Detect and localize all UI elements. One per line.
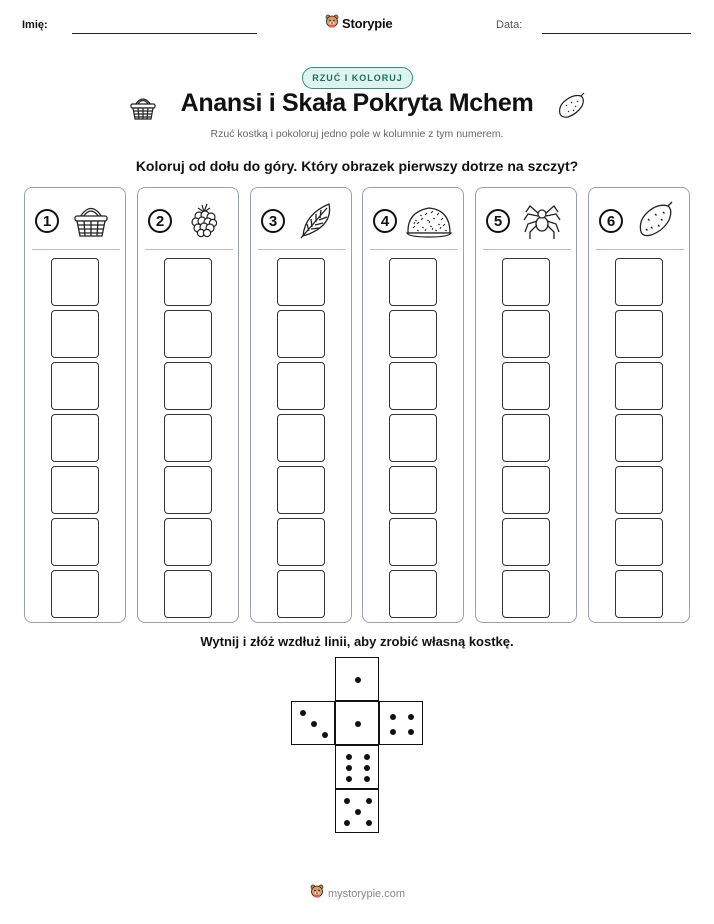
coloring-instruction: Koloruj od dołu do góry. Który obrazek pierwszy dotrze na szczyt? bbox=[135, 158, 579, 174]
color-cell[interactable] bbox=[502, 466, 550, 514]
sweet-potato-icon bbox=[556, 92, 586, 125]
column-header bbox=[486, 200, 570, 240]
column-header bbox=[373, 200, 457, 240]
color-cell[interactable] bbox=[615, 414, 663, 462]
color-cell[interactable] bbox=[164, 414, 212, 462]
color-cell[interactable] bbox=[277, 570, 325, 618]
dice-pip bbox=[364, 776, 370, 782]
bear-mascot-icon bbox=[310, 884, 324, 903]
dice-pip bbox=[364, 754, 370, 760]
dice-pip bbox=[355, 677, 361, 683]
column-6 bbox=[588, 187, 690, 623]
color-cell[interactable] bbox=[389, 414, 437, 462]
column-header bbox=[35, 200, 119, 240]
color-cell[interactable] bbox=[51, 310, 99, 358]
brand-logo bbox=[325, 14, 392, 33]
color-cell[interactable] bbox=[51, 414, 99, 462]
color-cell[interactable] bbox=[164, 466, 212, 514]
dice-pip bbox=[390, 729, 396, 735]
color-cell[interactable] bbox=[615, 258, 663, 306]
color-cell[interactable] bbox=[389, 518, 437, 566]
color-cell[interactable] bbox=[51, 466, 99, 514]
raspberry-icon bbox=[184, 200, 224, 245]
bear-mascot-icon bbox=[325, 14, 339, 33]
column-header bbox=[599, 200, 683, 240]
color-cell[interactable] bbox=[164, 518, 212, 566]
spider-icon bbox=[522, 200, 562, 245]
color-cell[interactable] bbox=[389, 570, 437, 618]
color-cell[interactable] bbox=[502, 362, 550, 410]
color-cell[interactable] bbox=[615, 466, 663, 514]
dice-pip bbox=[364, 765, 370, 771]
dice-pip bbox=[355, 721, 361, 727]
footer-url[interactable]: mystorypie.com bbox=[328, 887, 406, 900]
color-cell[interactable] bbox=[389, 258, 437, 306]
column-divider bbox=[596, 249, 684, 250]
dice-pip bbox=[355, 809, 361, 815]
column-divider bbox=[483, 249, 571, 250]
color-cell[interactable] bbox=[615, 362, 663, 410]
color-cell[interactable] bbox=[502, 518, 550, 566]
dice-pip bbox=[366, 820, 372, 826]
color-cell[interactable] bbox=[51, 258, 99, 306]
dice-pip bbox=[390, 714, 396, 720]
dice-face-6 bbox=[335, 745, 379, 789]
dice-face-1 bbox=[335, 701, 379, 745]
color-cell[interactable] bbox=[164, 570, 212, 618]
color-cell[interactable] bbox=[51, 362, 99, 410]
color-cell[interactable] bbox=[389, 466, 437, 514]
dice-face-1 bbox=[335, 657, 379, 701]
name-label: Imię: bbox=[22, 19, 48, 31]
color-cell[interactable] bbox=[277, 414, 325, 462]
color-cell[interactable] bbox=[277, 310, 325, 358]
dice-pip bbox=[366, 798, 372, 804]
column-header bbox=[261, 200, 345, 240]
column-4 bbox=[362, 187, 464, 623]
dice-face-5 bbox=[335, 789, 379, 833]
column-1 bbox=[24, 187, 126, 623]
color-cell[interactable] bbox=[502, 570, 550, 618]
color-cell[interactable] bbox=[277, 362, 325, 410]
dice-pip bbox=[344, 820, 350, 826]
dice-face-3 bbox=[291, 701, 335, 745]
column-number: 4 bbox=[373, 209, 397, 233]
color-cell[interactable] bbox=[164, 258, 212, 306]
color-cell[interactable] bbox=[615, 310, 663, 358]
dice-face-4 bbox=[379, 701, 423, 745]
color-cell[interactable] bbox=[615, 570, 663, 618]
subtitle: Rzuć kostką i pokoloruj jedno pole w kolumnie z tym numerem. bbox=[210, 128, 504, 140]
column-number: 3 bbox=[261, 209, 285, 233]
color-cell[interactable] bbox=[277, 258, 325, 306]
basket-icon bbox=[128, 92, 158, 127]
dice-pip bbox=[408, 729, 414, 735]
color-cell[interactable] bbox=[389, 310, 437, 358]
column-divider bbox=[258, 249, 346, 250]
color-cell[interactable] bbox=[277, 466, 325, 514]
name-write-line[interactable] bbox=[72, 33, 257, 34]
color-cell[interactable] bbox=[502, 310, 550, 358]
date-write-line[interactable] bbox=[542, 33, 691, 34]
column-divider bbox=[145, 249, 233, 250]
color-cell[interactable] bbox=[389, 362, 437, 410]
date-label: Data: bbox=[496, 19, 523, 31]
column-divider bbox=[370, 249, 458, 250]
dice-pip bbox=[346, 754, 352, 760]
dice-pip bbox=[322, 732, 328, 738]
column-number: 5 bbox=[486, 209, 510, 233]
column-3 bbox=[250, 187, 352, 623]
mossy-rock-icon bbox=[405, 200, 453, 245]
footer bbox=[310, 884, 405, 903]
color-cell[interactable] bbox=[164, 362, 212, 410]
brand-name: Storypie bbox=[342, 16, 393, 31]
dice-pip bbox=[408, 714, 414, 720]
activity-badge: RZUĆ I KOLORUJ bbox=[302, 67, 413, 89]
dice-pip bbox=[346, 776, 352, 782]
sweet-potato-icon bbox=[635, 200, 675, 245]
color-cell[interactable] bbox=[51, 518, 99, 566]
dice-pip bbox=[300, 710, 306, 716]
color-cell[interactable] bbox=[502, 258, 550, 306]
column-number: 2 bbox=[148, 209, 172, 233]
color-cell[interactable] bbox=[615, 518, 663, 566]
color-cell[interactable] bbox=[502, 414, 550, 462]
column-5 bbox=[475, 187, 577, 623]
dice-instruction: Wytnij i złóż wzdłuż linii, aby zrobić własną kostkę. bbox=[200, 634, 514, 649]
dice-pip bbox=[344, 798, 350, 804]
dice-pip bbox=[311, 721, 317, 727]
color-cell[interactable] bbox=[277, 518, 325, 566]
leaf-icon bbox=[297, 200, 337, 245]
column-2 bbox=[137, 187, 239, 623]
column-divider bbox=[32, 249, 120, 250]
column-header bbox=[148, 200, 232, 240]
page-title: Anansi i Skała Pokryta Mchem bbox=[180, 89, 534, 117]
column-number: 1 bbox=[35, 209, 59, 233]
color-cell[interactable] bbox=[51, 570, 99, 618]
dice-pip bbox=[346, 765, 352, 771]
color-cell[interactable] bbox=[164, 310, 212, 358]
basket-icon bbox=[71, 200, 111, 245]
column-number: 6 bbox=[599, 209, 623, 233]
